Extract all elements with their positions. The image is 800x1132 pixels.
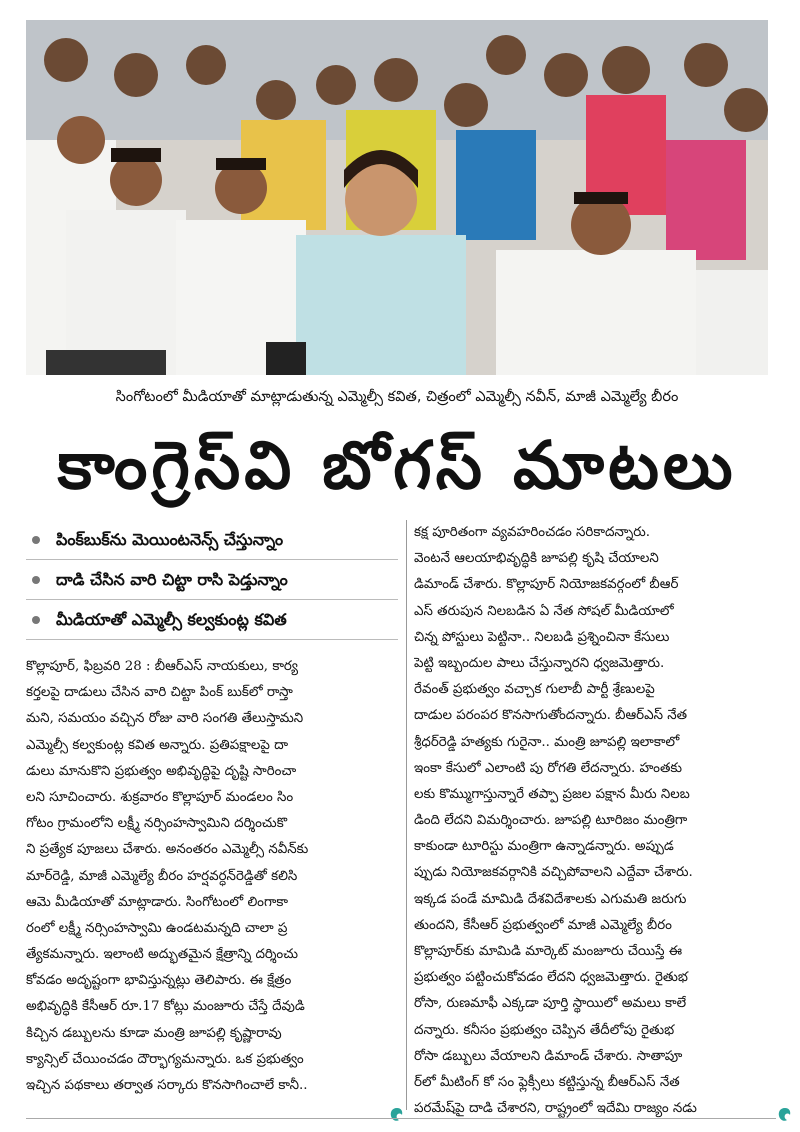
text-line: కొల్లాపూర్‌కు మామిడి మార్కెట్ మంజూరు చేయిస్తే ఈ <box>414 944 683 959</box>
text-line: రోసా డబ్బులు వేయాలని డిమాండ్ చేశారు. సాతాపూ <box>414 1048 683 1064</box>
text-line: కాకుండా టూరిస్టు మంత్రిగా ఉన్నాడన్నారు. అప్పుడ <box>414 839 674 855</box>
photo-caption: సింగోటంలో మీడియాతో మాట్లాడుతున్న ఎమ్మెల్సీ కవిత, చిత్రంలో ఎమ్మెల్సీ నవీన్, మాజీ ఎమ్మెల్యే బీరం <box>115 389 679 405</box>
text-line: రంలో లక్ష్మీ నర్సింహస్వామి ఉండటమన్నది చాలా ప్ర <box>26 920 288 936</box>
text-line: చిన్న పోస్టులు పెట్టినా.. నిలబడి ప్రశ్నించినా కేసులు <box>414 629 670 645</box>
text-line: కొల్లాపూర్, ఫిబ్రవరి 28 : బీఆర్ఎస్ నాయకులు, కార్య <box>26 659 299 674</box>
text-line: త్యేకమన్నారు. ఇలాంటి అద్భుతమైన క్షేత్రాన్ని దర్శించు <box>26 947 299 963</box>
text-line: ఆమె మీడియాతో మాట్లాడారు. సింగోటంలో లింగాకా <box>26 894 289 910</box>
text-line: క్యాన్సిల్ చేయించడం దౌర్భాగ్యమన్నారు. ఒక ప్రభుత్వం <box>26 1051 304 1067</box>
text-line: రేవంత్ ప్రభుత్వం వచ్చాక గులాబీ పార్టీ శ్రేణులపై <box>414 682 655 698</box>
text-line: పరమేష్‌పై దాడి చేశారని, రాష్ట్రంలో ఇదేమి రాజ్యం నడు <box>414 1101 697 1117</box>
publisher-logo-icon <box>388 1106 406 1124</box>
text-line: డులు మానుకొని ప్రభుత్వం అభివృద్ధిపై దృష్టి సారించా <box>26 763 297 779</box>
text-line: ఇచ్చిన పథకాలు తర్వాత సర్కారు కొనసాగించాలే కానీ.. <box>26 1078 308 1093</box>
bullet-item: దాడి చేసిన వారి చిట్టా రాసి పెడ్తున్నాం <box>26 560 398 600</box>
headline: కాంగ్రెస్‌వి బోగస్ మాటలు <box>57 427 737 504</box>
text-line: ఇక్కడ పండే మామిడి దేశవిదేశాలకు ఎగుమతి జరుగు <box>414 891 687 907</box>
text-line: ఎమ్మెల్సీ కల్వకుంట్ల కవిత అన్నారు. ప్రతిపక్షాలపై దా <box>26 737 289 753</box>
text-line: ప్రభుత్వం పట్టించుకోవడం లేదని ధ్వజమెత్తారు. రైతుభ <box>414 970 688 986</box>
text-line: ఇంకా కేసులో ఎలాంటి పు రోగతి లేదన్నారు. హంతకు <box>414 760 682 776</box>
text-line: రోసా, రుణమాఫీ ఎక్కడా పూర్తి స్థాయిలో అమలు కాలే <box>414 996 687 1012</box>
text-line: ప్పుడు నియోజకవర్గానికి వచ్చిపోవాలని ఎద్దేవా చేశారు. <box>414 865 693 881</box>
text-line: వెంటనే ఆలయాభివృద్ధికి జూపల్లి కృషి చేయాలని <box>414 551 659 567</box>
text-line: దాడుల పరంపర కొనసాగుతోందన్నారు. బీఆర్ఎస్ నేత <box>414 708 688 724</box>
text-line: మార్‌రెడ్డి, మాజీ ఎమ్మెల్యే బీరం హర్షవర్ధన్‌రెడ్డితో కలిసి <box>26 868 298 884</box>
bullet-dot-icon <box>32 536 40 544</box>
bullet-dot-icon <box>32 616 40 624</box>
text-line: పెట్టి ఇబ్బందుల పాలు చేస్తున్నారని ధ్వజమెత్తారు. <box>414 655 665 671</box>
text-line: కక్ష పూరితంగా వ్యవహరించడం సరికాదన్నారు. <box>414 525 651 540</box>
text-line: ని ప్రత్యేక పూజలు చేశారు. అనంతరం ఎమ్మెల్సీ నవీన్‌కు <box>26 842 309 858</box>
text-line: మని, సమయం వచ్చిన రోజు వారి సంగతి తేలుస్తామని <box>26 711 304 727</box>
column-divider <box>406 520 407 1110</box>
text-line: కోవడం అదృష్టంగా భావిస్తున్నట్లు తెలిపారు. ఈ క్షేత్రం <box>26 973 292 989</box>
left-column <box>26 520 398 1099</box>
news-photo-icon <box>26 20 768 375</box>
article-body-right <box>414 520 776 1122</box>
bullet-item: పింక్‌బుక్‌ను మెయింటనెన్స్ చేస్తున్నాం <box>26 520 398 560</box>
text-line: లని సూచించారు. శుక్రవారం కొల్లాపూర్ మండలం సిం <box>26 789 294 805</box>
text-line: తుందని, కేసీఆర్ ప్రభుత్వంలో మాజీ ఎమ్మెల్యే బీరం <box>414 917 672 933</box>
bullet-dot-icon <box>32 576 40 584</box>
publisher-logo-icon <box>776 1106 794 1124</box>
text-line: అభివృద్ధికి కేసీఆర్ రూ.17 కోట్లు మంజూరు చేస్తే దేవుడి <box>26 999 305 1015</box>
highlight-bullets <box>26 520 398 640</box>
text-line: గోటం గ్రామంలోని లక్ష్మీ నర్సింహస్వామిని దర్శించుకొ <box>26 816 288 832</box>
bottom-rule <box>26 1118 776 1119</box>
text-line: లకు కొమ్ముగాస్తున్నారే తప్పా ప్రజల పక్షాన మీరు నిలబ <box>414 786 690 802</box>
bullet-item: మీడియాతో ఎమ్మెల్సీ కల్వకుంట్ల కవిత <box>26 600 398 640</box>
text-line: ఎస్ తరుపున నిలబడిన ఏ నేత సోషల్ మీడియాలో <box>414 603 674 619</box>
article-body-left <box>26 654 398 1099</box>
text-line: డిమాండ్ చేశారు. కొల్లాపూర్ నియోజకవర్గంలో బీఆర్ <box>414 577 679 593</box>
text-line: దన్నారు. కనీసం ప్రభుత్వం చెప్పిన తేదీలోపు రైతుభ <box>414 1022 675 1038</box>
text-line: కిచ్చిన డబ్బులను కూడా మంత్రి జూపల్లి కృష్ణారావు <box>26 1025 282 1041</box>
news-photo <box>26 20 768 375</box>
right-column <box>414 520 776 1122</box>
text-line: శ్రీధర్‌రెడ్డి హత్యకు గురైనా.. మంత్రి జూపల్లి ఇలాకాలో <box>414 734 680 750</box>
text-line: కర్తలపై దాడులు చేసిన వారి చిట్టా పింక్ బుక్‌లో రాస్తా <box>26 685 293 701</box>
text-line: ర్‌లో మీటింగ్ కో సం ఫ్లెక్సీలు కట్టిస్తున్న బీఆర్ఎస్ నేత <box>414 1074 680 1090</box>
text-line: డింది లేదని విమర్శించారు. జూపల్లి టూరిజం మంత్రిగా <box>414 813 688 829</box>
